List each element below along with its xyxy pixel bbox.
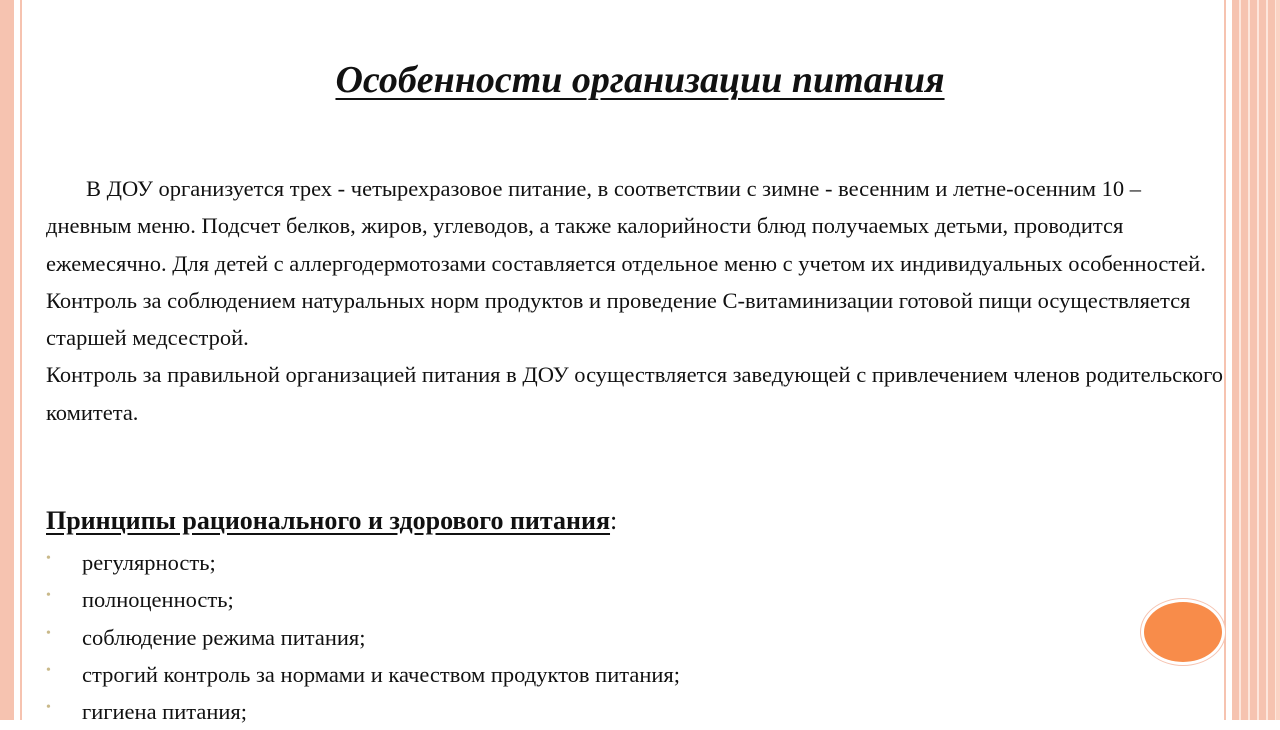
decorative-circle xyxy=(1141,599,1225,665)
slide-title xyxy=(0,58,1280,102)
intro-paragraph-3: Контроль за правильной организацией питания в ДОУ осуществляется заведующей с привлечением членов родительского комитета. xyxy=(46,362,1224,425)
bullet-icon: • xyxy=(46,625,51,641)
intro-paragraph-2: Контроль за соблюдением натуральных норм продуктов и проведение С-витаминизации готовой пищи осуществляется старшей медсестрой. xyxy=(46,287,1191,351)
list-item-text: полноценность; xyxy=(82,587,234,613)
bullet-icon: • xyxy=(46,551,51,566)
list-item xyxy=(46,581,680,618)
slide-body xyxy=(46,170,1226,431)
frame-left-band xyxy=(0,0,14,720)
slide-title-text: Особенности организации питания xyxy=(335,59,945,101)
list-item-text: соблюдение режима питания; xyxy=(82,624,366,650)
list-item xyxy=(46,619,680,656)
frame-right-band-edge xyxy=(1276,0,1280,720)
list-item-text: регулярность; xyxy=(82,550,216,575)
bullet-icon: • xyxy=(46,662,51,678)
bullet-icon: • xyxy=(46,588,51,604)
list-item-text: строгий контроль за нормами и качеством продуктов питания; xyxy=(82,661,681,687)
principles-heading-text: Принципы рационального и здорового питания xyxy=(46,506,611,535)
bullet-icon: • xyxy=(46,700,51,716)
intro-paragraph-1: В ДОУ организуется трех - четырехразовое питание, в соответствии с зимне - весенним и летне-осенним 10 – дневным меню. Подсчет белков, жиров, углеводов, а также калорийности блюд получаемых детьми, проводится ежемесячно. Для детей с аллергодермотозами составляется отдельное меню с учетом их индивидуальных особенностей. xyxy=(46,176,1206,276)
principles-heading xyxy=(46,506,617,536)
list-item-text: гигиена питания; xyxy=(82,699,248,725)
principles-heading-colon: : xyxy=(610,506,618,535)
list-item xyxy=(46,656,680,693)
principles-list xyxy=(46,544,680,730)
list-item xyxy=(46,544,680,581)
list-item xyxy=(46,693,680,730)
frame-left-line xyxy=(20,0,22,720)
frame-right-band xyxy=(1232,0,1280,720)
